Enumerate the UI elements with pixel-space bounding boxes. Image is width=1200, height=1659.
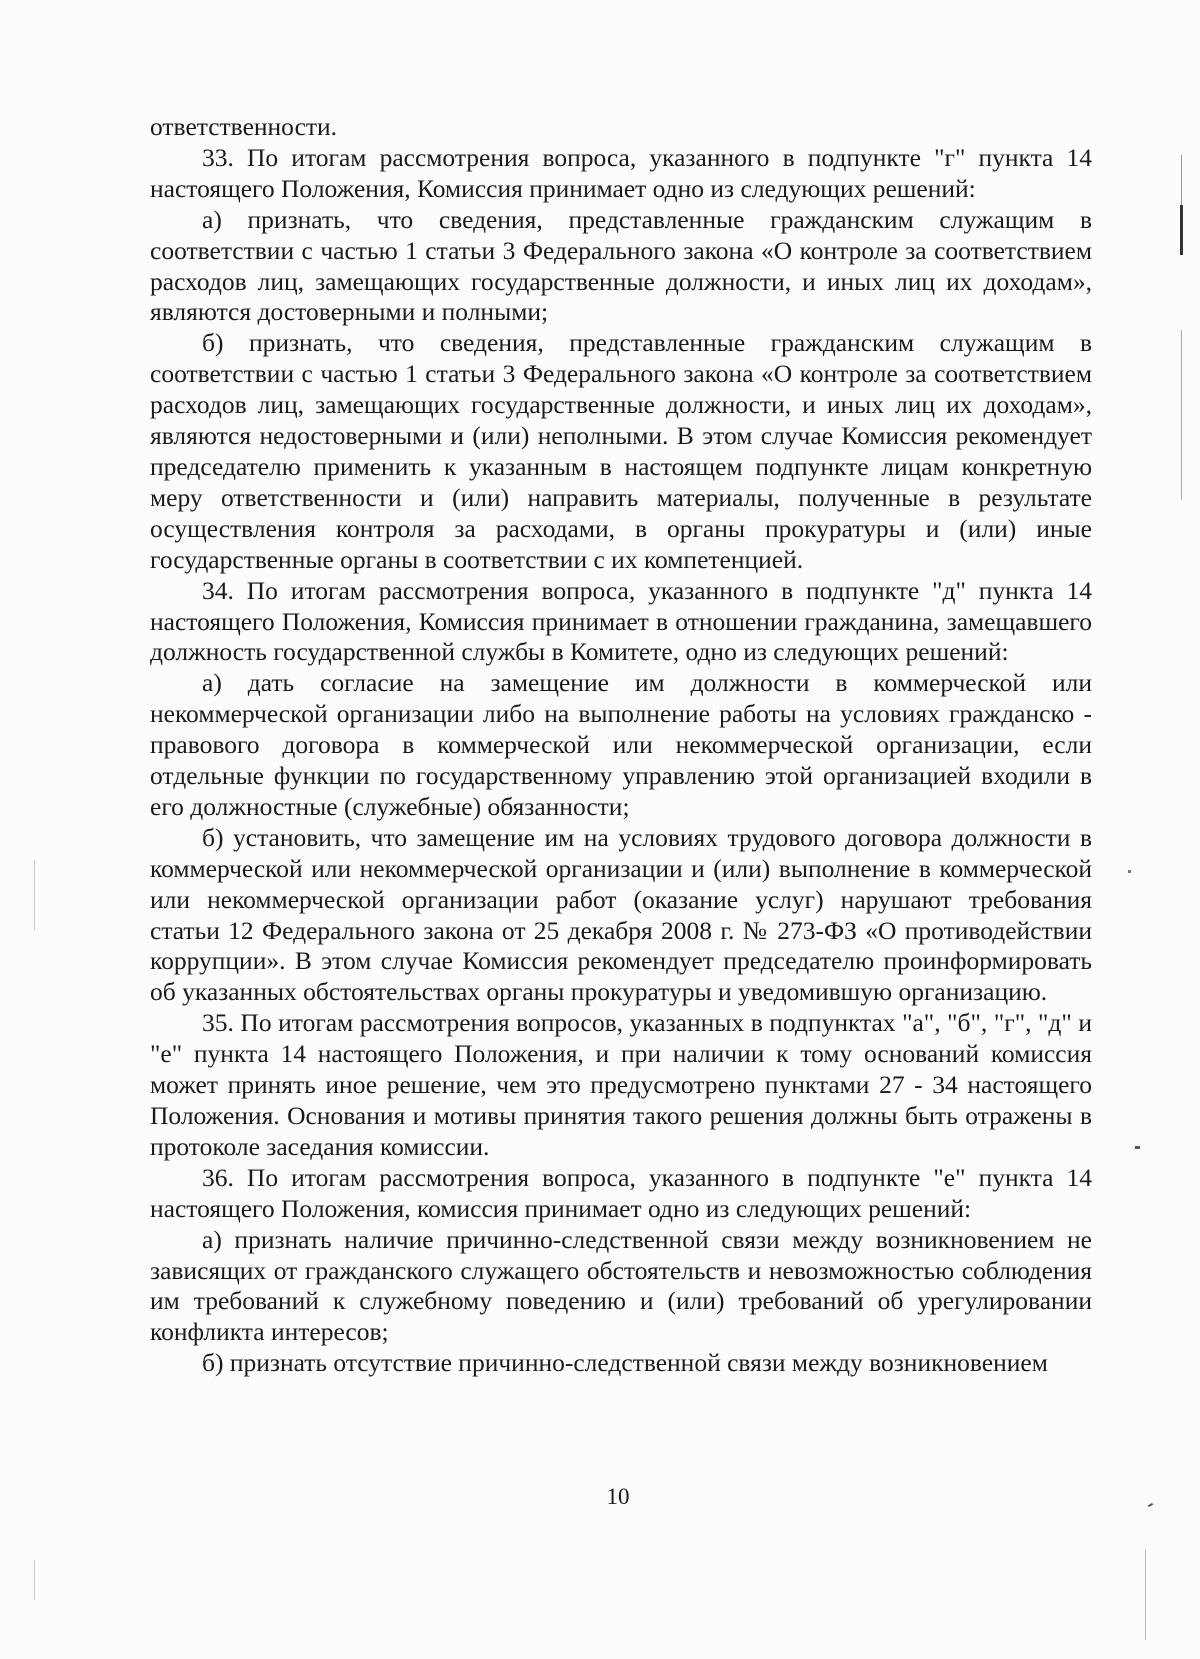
paragraph-33-a: а) признать, что сведения, представленные гражданским служащим в соответствии с частью 1 статьи 3 Федерального закона «О контроле за соответствием расходов лиц, замещающих государственные должности, и иных лиц их доходам», являются достоверными и полными; — [150, 204, 1092, 327]
scan-artifact — [1181, 330, 1182, 500]
paragraph-36-a: а) признать наличие причинно-следственной связи между возникновением не зависящих от гражданского служащего обстоятельств и невозможностью соблюдения им требований к служебному поведению и (или) требований об урегулировании конфликта интересов; — [150, 1224, 1092, 1347]
paragraph-34-a: а) дать согласие на замещение им должности в коммерческой или некоммерческой организации либо на выполнение работы на условиях гражданско - правового договора в коммерческой или некоммерческой организации, если отдельные функции по государственному управлению этой организацией входили в его должностные (служебные) обязанности; — [150, 668, 1092, 821]
paragraph-continuation: ответственности. — [150, 112, 338, 141]
scan-artifact — [1180, 205, 1183, 255]
scan-artifact — [1135, 1146, 1140, 1149]
scan-artifact — [34, 1560, 35, 1600]
paragraph-35: 35. По итогам рассмотрения вопросов, указанных в подпунктах "а", "б", "г", "д" и "е" пункта 14 настоящего Положения, и при наличии к тому оснований комиссия может принять иное решение, чем это предусмотрено пунктами 27 - 34 настоящего Положения. Основания и мотивы принятия такого решения должны быть отражены в протоколе заседания комиссии. — [150, 1008, 1092, 1161]
paragraph-36-b: б) признать отсутствие причинно-следственной связи между возникновением — [202, 1348, 1048, 1378]
scan-artifact — [1128, 870, 1131, 873]
scan-artifact — [34, 860, 35, 930]
paragraph-33: 33. По итогам рассмотрения вопроса, указанного в подпункте "г" пункта 14 настоящего Положения, Комиссия принимает одно из следующих решений: — [150, 142, 1092, 203]
document-body — [150, 112, 1092, 1379]
paragraph-34: 34. По итогам рассмотрения вопроса, указанного в подпункте "д" пункта 14 настоящего Положения, Комиссия принимает в отношении гражданина, замещавшего должность государственной службы в Комитете, одно из следующих решений: — [150, 575, 1092, 667]
page-number: 10 — [606, 1484, 630, 1509]
scan-artifact — [1145, 1550, 1146, 1640]
paragraph-33-b: б) признать, что сведения, представленные гражданским служащим в соответствии с частью 1 статьи 3 Федерального закона «О контроле за соответствием расходов лиц, замещающих государственные должности, и иных лиц их доходам», являются недостоверными и (или) неполными. В этом случае Комиссия рекомендует председателю применить к указанным в настоящем подпункте лицам конкретную меру ответственности и (или) направить материалы, полученные в результате осуществления контроля за расходами, в органы прокуратуры и (или) иные государственные органы в соответствии с их компетенцией. — [150, 328, 1092, 574]
paragraph-34-b: б) установить, что замещение им на условиях трудового договора должности в коммерческой или некоммерческой организации и (или) выполнение в коммерческой или некоммерческой организации работ (оказание услуг) нарушают требования статьи 12 Федерального закона от 25 декабря 2008 г. № 273-ФЗ «О противодействии коррупции». В этом случае Комиссия рекомендует председателю проинформировать об указанных обстоятельствах органы прокуратуры и уведомившую организацию. — [150, 822, 1092, 1007]
paragraph-36: 36. По итогам рассмотрения вопроса, указанного в подпункте "е" пункта 14 настоящего Положения, комиссия принимает одно из следующих решений: — [150, 1162, 1092, 1223]
